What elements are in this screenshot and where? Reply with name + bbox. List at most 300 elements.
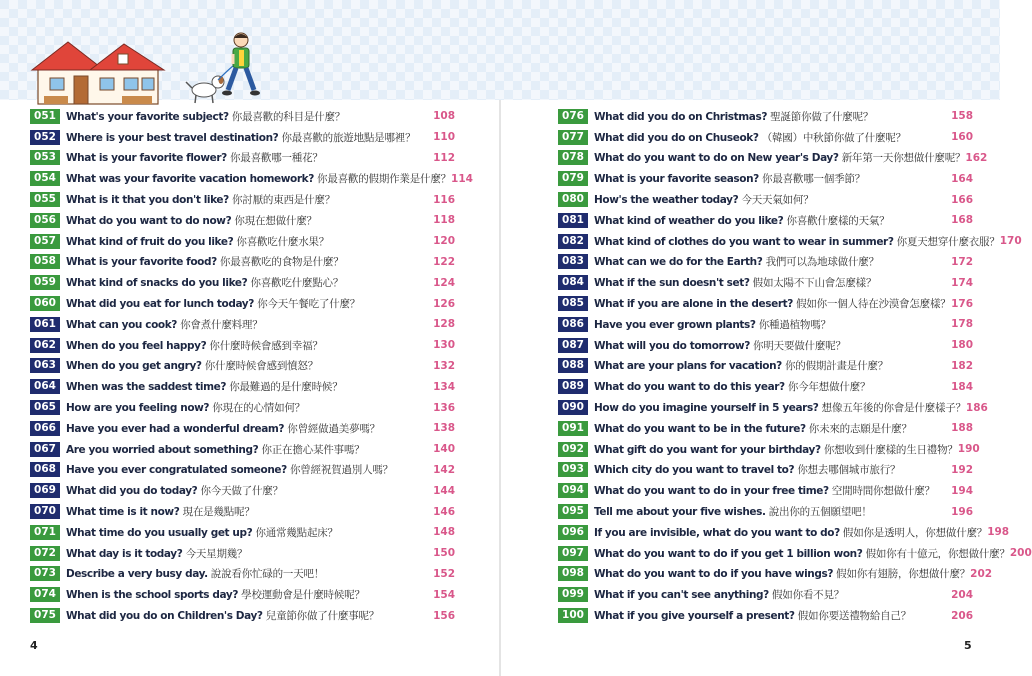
entry-question <box>66 421 433 436</box>
entry-number-badge: 098 <box>558 566 588 581</box>
entry-question <box>594 379 951 394</box>
entry-page-number: 158 <box>951 110 973 123</box>
entry-question <box>66 608 433 623</box>
toc-left-column <box>30 106 473 626</box>
entry-number-badge: 081 <box>558 213 588 228</box>
entry-number-badge: 097 <box>558 546 588 561</box>
toc-entry <box>558 564 993 585</box>
entry-page-number: 120 <box>433 235 455 248</box>
entry-english: When was the saddest time? <box>66 381 227 394</box>
toc-entry <box>30 314 455 335</box>
entry-page-number: 116 <box>433 193 455 206</box>
toc-entry <box>30 522 455 543</box>
entry-chinese: 你最喜歡的旅遊地點是哪裡？ <box>281 131 416 144</box>
entry-english: What gift do you want for your birthday? <box>594 443 821 456</box>
toc-entry <box>30 605 455 626</box>
toc-entry <box>558 356 973 377</box>
entry-question <box>594 566 970 581</box>
entry-number-badge: 092 <box>558 442 588 457</box>
toc-entry <box>558 501 973 522</box>
entry-english: What if you give yourself a present? <box>594 610 795 623</box>
entry-english: What do you want to do if you have wings? <box>594 568 834 581</box>
entry-chinese: 假如你看不見？ <box>771 589 845 602</box>
toc-entry <box>558 293 973 314</box>
entry-chinese: 現在是幾點呢？ <box>182 506 255 519</box>
toc-entry <box>558 397 988 418</box>
entry-number-badge: 074 <box>30 587 60 602</box>
entry-chinese: 今天星期幾？ <box>185 547 248 560</box>
entry-english: What did you do on Chuseok? <box>594 131 759 144</box>
entry-english: What is it that you don't like? <box>66 194 229 207</box>
entry-page-number: 162 <box>965 151 988 164</box>
toc-entry <box>30 189 455 210</box>
entry-number-badge: 067 <box>30 442 60 457</box>
toc-entry <box>30 501 455 522</box>
entry-english: What did you do on Children's Day? <box>66 610 263 623</box>
entry-question <box>594 400 966 415</box>
entry-page-number: 198 <box>987 526 1010 539</box>
toc-entry <box>558 460 973 481</box>
entry-question <box>66 400 433 415</box>
toc-entry <box>30 543 455 564</box>
toc-entry <box>30 148 455 169</box>
entry-english: What do you want to do on New year's Day? <box>594 152 839 165</box>
entry-question <box>66 587 433 602</box>
entry-page-number: 192 <box>951 463 973 476</box>
entry-english: What kind of fruit do you like? <box>66 235 234 248</box>
entry-question <box>594 608 951 623</box>
entry-english: What do you want to do if you get 1 billion won? <box>594 547 863 560</box>
entry-number-badge: 064 <box>30 379 60 394</box>
entry-number-badge: 093 <box>558 462 588 477</box>
entry-chinese: 你最喜歡哪一種花？ <box>230 152 323 165</box>
entry-chinese: 你想去哪個城市旅行？ <box>797 464 901 477</box>
entry-chinese: 假如你有十億元，你想做什麼？ <box>865 547 1010 560</box>
entry-question <box>66 296 433 311</box>
entry-chinese: 你喜歡吃什麼水果？ <box>236 235 330 248</box>
entry-page-number: 122 <box>433 255 455 268</box>
entry-number-badge: 070 <box>30 504 60 519</box>
entry-number-badge: 087 <box>558 338 588 353</box>
entry-question <box>66 525 433 540</box>
entry-english: Have you ever grown plants? <box>594 318 756 331</box>
entry-page-number: 164 <box>951 172 973 185</box>
entry-question <box>594 421 951 436</box>
toc-entry <box>30 480 455 501</box>
entry-number-badge: 078 <box>558 150 588 165</box>
entry-english: What do you want to be in the future? <box>594 422 806 435</box>
entry-question <box>594 525 987 540</box>
entry-number-badge: 059 <box>30 275 60 290</box>
toc-entry <box>558 148 988 169</box>
entry-chinese: 你最喜歡的科目是什麼？ <box>231 110 346 123</box>
entry-question <box>66 483 433 498</box>
entry-question <box>66 171 451 186</box>
entry-question <box>66 504 433 519</box>
entry-page-number: 148 <box>433 526 455 539</box>
entry-page-number: 206 <box>951 609 973 622</box>
entry-english: What time is it now? <box>66 506 180 519</box>
entry-english: What is your favorite food? <box>66 256 217 269</box>
entry-page-number: 172 <box>951 255 973 268</box>
toc-entry <box>558 272 973 293</box>
entry-english: Which city do you want to travel to? <box>594 464 795 477</box>
entry-english: What can we do for the Earth? <box>594 256 763 269</box>
toc-entry <box>558 314 973 335</box>
entry-english: Are you worried about something? <box>66 443 259 456</box>
house-and-boy-walking-dog-illustration <box>28 30 278 106</box>
entry-page-number: 114 <box>451 172 473 185</box>
house-icon <box>32 42 164 104</box>
entry-page-number: 124 <box>433 276 455 289</box>
entry-page-number: 150 <box>433 547 455 560</box>
entry-page-number: 134 <box>433 380 455 393</box>
entry-english: If you are invisible, what do you want to do? <box>594 526 840 539</box>
entry-chinese: 空閒時間你想做什麼？ <box>831 485 935 498</box>
entry-chinese: 聖誕節你做了什麼呢？ <box>770 110 874 123</box>
entry-number-badge: 082 <box>558 234 588 249</box>
toc-entry <box>30 335 455 356</box>
toc-entry <box>30 356 455 377</box>
entry-page-number: 140 <box>433 443 455 456</box>
toc-entry <box>558 418 973 439</box>
entry-chinese: 說出你的五個願望吧！ <box>768 506 872 519</box>
entry-question <box>66 275 433 290</box>
entry-chinese: （韓國）中秋節你做了什麼呢？ <box>761 131 906 144</box>
entry-english: When do you feel happy? <box>66 339 207 352</box>
entry-page-number: 142 <box>433 463 455 476</box>
entry-question <box>66 379 433 394</box>
entry-chinese: 假如你要送禮物給自己？ <box>797 610 912 623</box>
entry-chinese: 學校運動會是什麼時候呢？ <box>241 589 365 602</box>
entry-number-badge: 079 <box>558 171 588 186</box>
toc-entry <box>30 106 455 127</box>
entry-question <box>594 442 958 457</box>
entry-page-number: 126 <box>433 297 455 310</box>
entry-english: What are your plans for vacation? <box>594 360 782 373</box>
entry-chinese: 你今天午餐吃了什麼？ <box>257 298 361 311</box>
entry-english: What was your favorite vacation homework? <box>66 173 314 186</box>
entry-english: When do you get angry? <box>66 360 202 373</box>
entry-chinese: 我們可以為地球做什麼？ <box>765 256 879 269</box>
entry-chinese: 你曾經做過美夢嗎？ <box>287 422 380 435</box>
toc-entry <box>558 480 973 501</box>
entry-english: What's your favorite subject? <box>66 110 229 123</box>
entry-chinese: 你最喜歡吃的食物是什麼？ <box>219 256 344 269</box>
toc-entry <box>558 376 973 397</box>
entry-question <box>66 254 433 269</box>
entry-number-badge: 057 <box>30 234 60 249</box>
entry-english: What time do you usually get up? <box>66 526 253 539</box>
entry-chinese: 你種過植物嗎？ <box>758 318 831 331</box>
entry-english: How are you feeling now? <box>66 402 210 415</box>
entry-english: Have you ever had a wonderful dream? <box>66 422 285 435</box>
toc-entry <box>558 335 973 356</box>
toc-entry <box>558 210 973 231</box>
entry-question <box>594 483 951 498</box>
entry-chinese: 你曾經祝賀過別人嗎？ <box>289 464 393 477</box>
toc-right-column <box>558 106 1032 626</box>
toc-entry <box>558 605 973 626</box>
entry-page-number: 178 <box>951 318 973 331</box>
entry-number-badge: 055 <box>30 192 60 207</box>
toc-entry <box>558 168 973 189</box>
entry-page-number: 146 <box>433 505 455 518</box>
entry-page-number: 196 <box>951 505 973 518</box>
entry-page-number: 182 <box>951 359 973 372</box>
entry-english: What if you are alone in the desert? <box>594 298 793 311</box>
entry-chinese: 你現在想做什麼？ <box>234 214 317 227</box>
entry-page-number: 144 <box>433 484 455 497</box>
entry-number-badge: 054 <box>30 171 60 186</box>
entry-question <box>594 192 951 207</box>
entry-page-number: 112 <box>433 151 455 164</box>
toc-entry <box>558 189 973 210</box>
entry-chinese: 你什麼時候會感到憤怒？ <box>204 360 319 373</box>
entry-number-badge: 094 <box>558 483 588 498</box>
entry-page-number: 168 <box>951 214 973 227</box>
entry-chinese: 你今年想做什麼？ <box>787 381 871 394</box>
toc-entry <box>558 584 973 605</box>
entry-chinese: 你什麼時候會感到幸福？ <box>209 339 323 352</box>
entry-chinese: 說說看你忙碌的一天吧！ <box>210 568 325 581</box>
toc-entry <box>30 252 455 273</box>
entry-english: What if you can't see anything? <box>594 589 769 602</box>
toc-entry <box>30 418 455 439</box>
entry-chinese: 你會煮什麼料理？ <box>180 318 263 331</box>
entry-page-number: 186 <box>965 401 988 414</box>
toc-entry <box>558 252 973 273</box>
entry-question <box>66 150 433 165</box>
entry-number-badge: 053 <box>30 150 60 165</box>
entry-number-badge: 058 <box>30 254 60 269</box>
entry-english: Where is your best travel destination? <box>66 131 279 144</box>
entry-chinese: 假如你有翅膀，你想做什麼？ <box>836 568 971 581</box>
toc-entry <box>30 168 473 189</box>
entry-page-number: 110 <box>433 131 455 144</box>
toc-entry <box>30 231 455 252</box>
entry-chinese: 你明天要做什麼呢？ <box>753 339 846 352</box>
entry-chinese: 你最喜歡的假期作業是什麼？ <box>317 173 451 186</box>
entry-question <box>594 130 951 145</box>
entry-number-badge: 096 <box>558 525 588 540</box>
entry-question <box>594 275 951 290</box>
entry-chinese: 你最難過的是什麼時候？ <box>229 381 343 394</box>
book-spine <box>499 100 501 676</box>
entry-page-number: 108 <box>433 110 455 123</box>
entry-chinese: 你喜歡吃什麼點心？ <box>250 277 344 290</box>
entry-page-number: 128 <box>433 318 455 331</box>
entry-chinese: 你未來的志願是什麼？ <box>808 422 912 435</box>
entry-question <box>594 171 951 186</box>
entry-page-number: 176 <box>951 297 973 310</box>
toc-entry <box>30 397 455 418</box>
entry-question <box>66 109 433 124</box>
entry-chinese: 你現在的心情如何？ <box>212 402 305 415</box>
entry-chinese: 想像五年後的你會是什麼樣子？ <box>821 402 966 415</box>
entry-page-number: 152 <box>433 567 455 580</box>
entry-english: What did you eat for lunch today? <box>66 298 254 311</box>
entry-chinese: 你正在擔心某件事嗎？ <box>261 443 365 456</box>
entry-number-badge: 052 <box>30 130 60 145</box>
entry-english: What do you want to do this year? <box>594 381 785 394</box>
entry-number-badge: 080 <box>558 192 588 207</box>
entry-number-badge: 088 <box>558 358 588 373</box>
entry-english: What is your favorite season? <box>594 173 759 186</box>
entry-question <box>594 587 951 602</box>
entry-english: What kind of clothes do you want to wear in summer? <box>594 235 894 248</box>
entry-number-badge: 077 <box>558 130 588 145</box>
entry-number-badge: 076 <box>558 109 588 124</box>
toc-entry <box>30 584 455 605</box>
entry-number-badge: 051 <box>30 109 60 124</box>
entry-chinese: 今天天氣如何？ <box>741 194 814 207</box>
entry-chinese: 你夏天想穿什麼衣服？ <box>896 235 1000 248</box>
entry-question <box>594 213 951 228</box>
entry-number-badge: 086 <box>558 317 588 332</box>
entry-question <box>66 130 433 145</box>
entry-number-badge: 073 <box>30 566 60 581</box>
entry-chinese: 你想收到什麼樣的生日禮物？ <box>823 443 958 456</box>
entry-english: How do you imagine yourself in 5 years? <box>594 402 819 415</box>
entry-chinese: 你喜歡什麼樣的天氣？ <box>786 214 890 227</box>
entry-page-number: 202 <box>970 567 993 580</box>
entry-chinese: 假如太陽不下山會怎麼樣？ <box>752 277 877 290</box>
entry-number-badge: 083 <box>558 254 588 269</box>
entry-number-badge: 091 <box>558 421 588 436</box>
entry-chinese: 假如你是透明人，你想做什麼？ <box>842 526 988 539</box>
entry-page-number: 132 <box>433 359 455 372</box>
entry-english: When is the school sports day? <box>66 589 239 602</box>
entry-page-number: 184 <box>951 380 973 393</box>
entry-number-badge: 066 <box>30 421 60 436</box>
entry-question <box>66 192 433 207</box>
entry-page-number: 200 <box>1009 547 1032 560</box>
entry-number-badge: 084 <box>558 275 588 290</box>
entry-chinese: 你的假期計畫是什麼？ <box>785 360 888 373</box>
entry-english: What is your favorite flower? <box>66 152 227 165</box>
entry-question <box>594 109 951 124</box>
entry-number-badge: 089 <box>558 379 588 394</box>
page-number-left: 4 <box>30 639 38 652</box>
entry-english: Have you ever congratulated someone? <box>66 464 287 477</box>
entry-english: How's the weather today? <box>594 194 739 207</box>
page-number-right: 5 <box>964 639 972 652</box>
entry-page-number: 194 <box>951 484 973 497</box>
entry-number-badge: 071 <box>30 525 60 540</box>
entry-number-badge: 060 <box>30 296 60 311</box>
entry-chinese: 兒童節你做了什麼事呢？ <box>265 610 380 623</box>
toc-entry <box>558 439 980 460</box>
toc-entry <box>558 231 1022 252</box>
entry-question <box>594 338 951 353</box>
entry-number-badge: 068 <box>30 462 60 477</box>
entry-english: Describe a very busy day. <box>66 568 208 581</box>
entry-page-number: 170 <box>999 235 1022 248</box>
entry-number-badge: 085 <box>558 296 588 311</box>
entry-chinese: 你今天做了什麼？ <box>200 485 283 498</box>
entry-question <box>66 338 433 353</box>
toc-entry <box>30 564 455 585</box>
entry-english: Tell me about your five wishes. <box>594 506 766 519</box>
entry-number-badge: 062 <box>30 338 60 353</box>
entry-number-badge: 065 <box>30 400 60 415</box>
entry-number-badge: 069 <box>30 483 60 498</box>
entry-number-badge: 090 <box>558 400 588 415</box>
entry-english: What do you want to do in your free time? <box>594 485 829 498</box>
entry-english: What kind of snacks do you like? <box>66 277 248 290</box>
entry-question <box>594 462 951 477</box>
entry-question <box>66 546 433 561</box>
entry-page-number: 174 <box>951 276 973 289</box>
entry-number-badge: 075 <box>30 608 60 623</box>
toc-entry <box>30 460 455 481</box>
entry-chinese: 假如你一個人待在沙漠會怎麼樣？ <box>796 298 951 311</box>
entry-question <box>594 546 1010 561</box>
entry-chinese: 新年第一天你想做什麼呢？ <box>841 152 966 165</box>
entry-english: What kind of weather do you like? <box>594 214 784 227</box>
entry-question <box>594 504 951 519</box>
entry-page-number: 130 <box>433 339 455 352</box>
entry-page-number: 190 <box>957 443 980 456</box>
entry-chinese: 你通常幾點起床？ <box>255 526 338 539</box>
boy-icon <box>222 33 260 96</box>
entry-english: What do you want to do now? <box>66 214 232 227</box>
toc-entry <box>30 376 455 397</box>
entry-page-number: 204 <box>951 588 973 601</box>
entry-page-number: 118 <box>433 214 455 227</box>
entry-question <box>594 234 1000 249</box>
entry-english: What if the sun doesn't set? <box>594 277 750 290</box>
entry-chinese: 你討厭的東西是什麼？ <box>232 194 335 207</box>
entry-question <box>66 442 433 457</box>
toc-entry <box>558 543 1032 564</box>
entry-english: What did you do today? <box>66 485 198 498</box>
entry-question <box>594 296 951 311</box>
entry-page-number: 154 <box>433 588 455 601</box>
toc-entry <box>30 127 455 148</box>
entry-english: What can you cook? <box>66 318 177 331</box>
entry-page-number: 156 <box>433 609 455 622</box>
entry-question <box>66 234 433 249</box>
entry-chinese: 你最喜歡哪一個季節？ <box>762 173 866 186</box>
entry-question <box>66 358 433 373</box>
entry-number-badge: 063 <box>30 358 60 373</box>
entry-question <box>594 358 951 373</box>
entry-question <box>594 317 951 332</box>
entry-number-badge: 061 <box>30 317 60 332</box>
entry-number-badge: 095 <box>558 504 588 519</box>
toc-entry <box>558 522 1010 543</box>
toc-entry <box>30 293 455 314</box>
entry-english: What will you do tomorrow? <box>594 339 750 352</box>
entry-question <box>66 213 433 228</box>
entry-page-number: 138 <box>433 422 455 435</box>
entry-number-badge: 072 <box>30 546 60 561</box>
toc-entry <box>30 439 455 460</box>
entry-number-badge: 099 <box>558 587 588 602</box>
entry-page-number: 136 <box>433 401 455 414</box>
toc-entry <box>30 210 455 231</box>
entry-question <box>66 462 433 477</box>
entry-number-badge: 056 <box>30 213 60 228</box>
toc-entry <box>558 106 973 127</box>
entry-page-number: 188 <box>951 422 973 435</box>
toc-entry <box>30 272 455 293</box>
entry-page-number: 180 <box>951 339 973 352</box>
entry-page-number: 166 <box>951 193 973 206</box>
entry-question <box>594 254 951 269</box>
